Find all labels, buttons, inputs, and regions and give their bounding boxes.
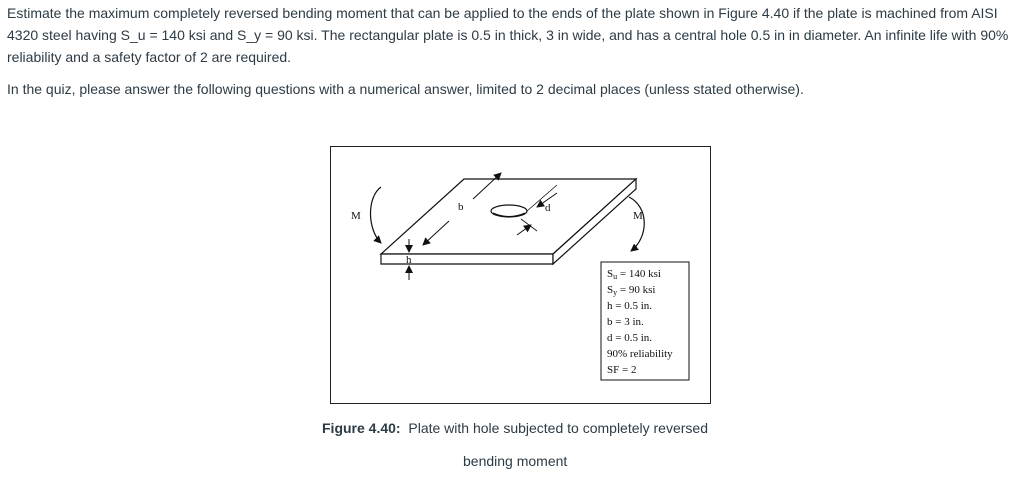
quiz-instructions: In the quiz, please answer the following questions with a numerical answer, limited to 2 decimal places (unless stated otherwise). bbox=[7, 81, 804, 97]
problem-statement: Estimate the maximum completely reversed bending moment that can be applied to the ends of the plate shown in Figure 4.40 if the plate is machined from AISI 4320 steel having S_u = 140 ksi and S_y = 90 ksi. The rectangular plate is 0.5 in thick, 3 in wide, and has a central hole 0.5 in in diameter. An infinite life with 90% reliability and a safety factor of 2 are required. bbox=[7, 5, 1009, 65]
given-sy: Sy = 90 ksi bbox=[607, 284, 656, 297]
moment-arrow-right bbox=[629, 197, 644, 251]
moment-arrow-left bbox=[371, 187, 382, 243]
label-d: d bbox=[545, 202, 551, 214]
given-su: Su = 140 ksi bbox=[607, 268, 661, 281]
label-moment-right: M bbox=[633, 210, 643, 222]
figure-caption-continuation: bending moment bbox=[463, 453, 568, 469]
given-b: b = 3 in. bbox=[607, 316, 644, 328]
given-sf: SF = 2 bbox=[607, 364, 637, 376]
label-moment-left: M bbox=[351, 210, 361, 222]
figure-caption bbox=[322, 418, 708, 438]
figure-drawing bbox=[331, 147, 712, 405]
central-hole bbox=[491, 205, 527, 217]
given-d: d = 0.5 in. bbox=[607, 332, 653, 344]
figure-caption-text-line1: Plate with hole subjected to completely reversed bbox=[408, 420, 708, 436]
figure-caption-label: Figure 4.40: bbox=[322, 420, 401, 436]
given-h: h = 0.5 in. bbox=[607, 300, 653, 312]
figure-plate-with-hole bbox=[330, 146, 711, 404]
label-h: h bbox=[406, 254, 412, 266]
given-reliability: 90% reliability bbox=[607, 348, 673, 360]
label-b: b bbox=[458, 201, 464, 213]
